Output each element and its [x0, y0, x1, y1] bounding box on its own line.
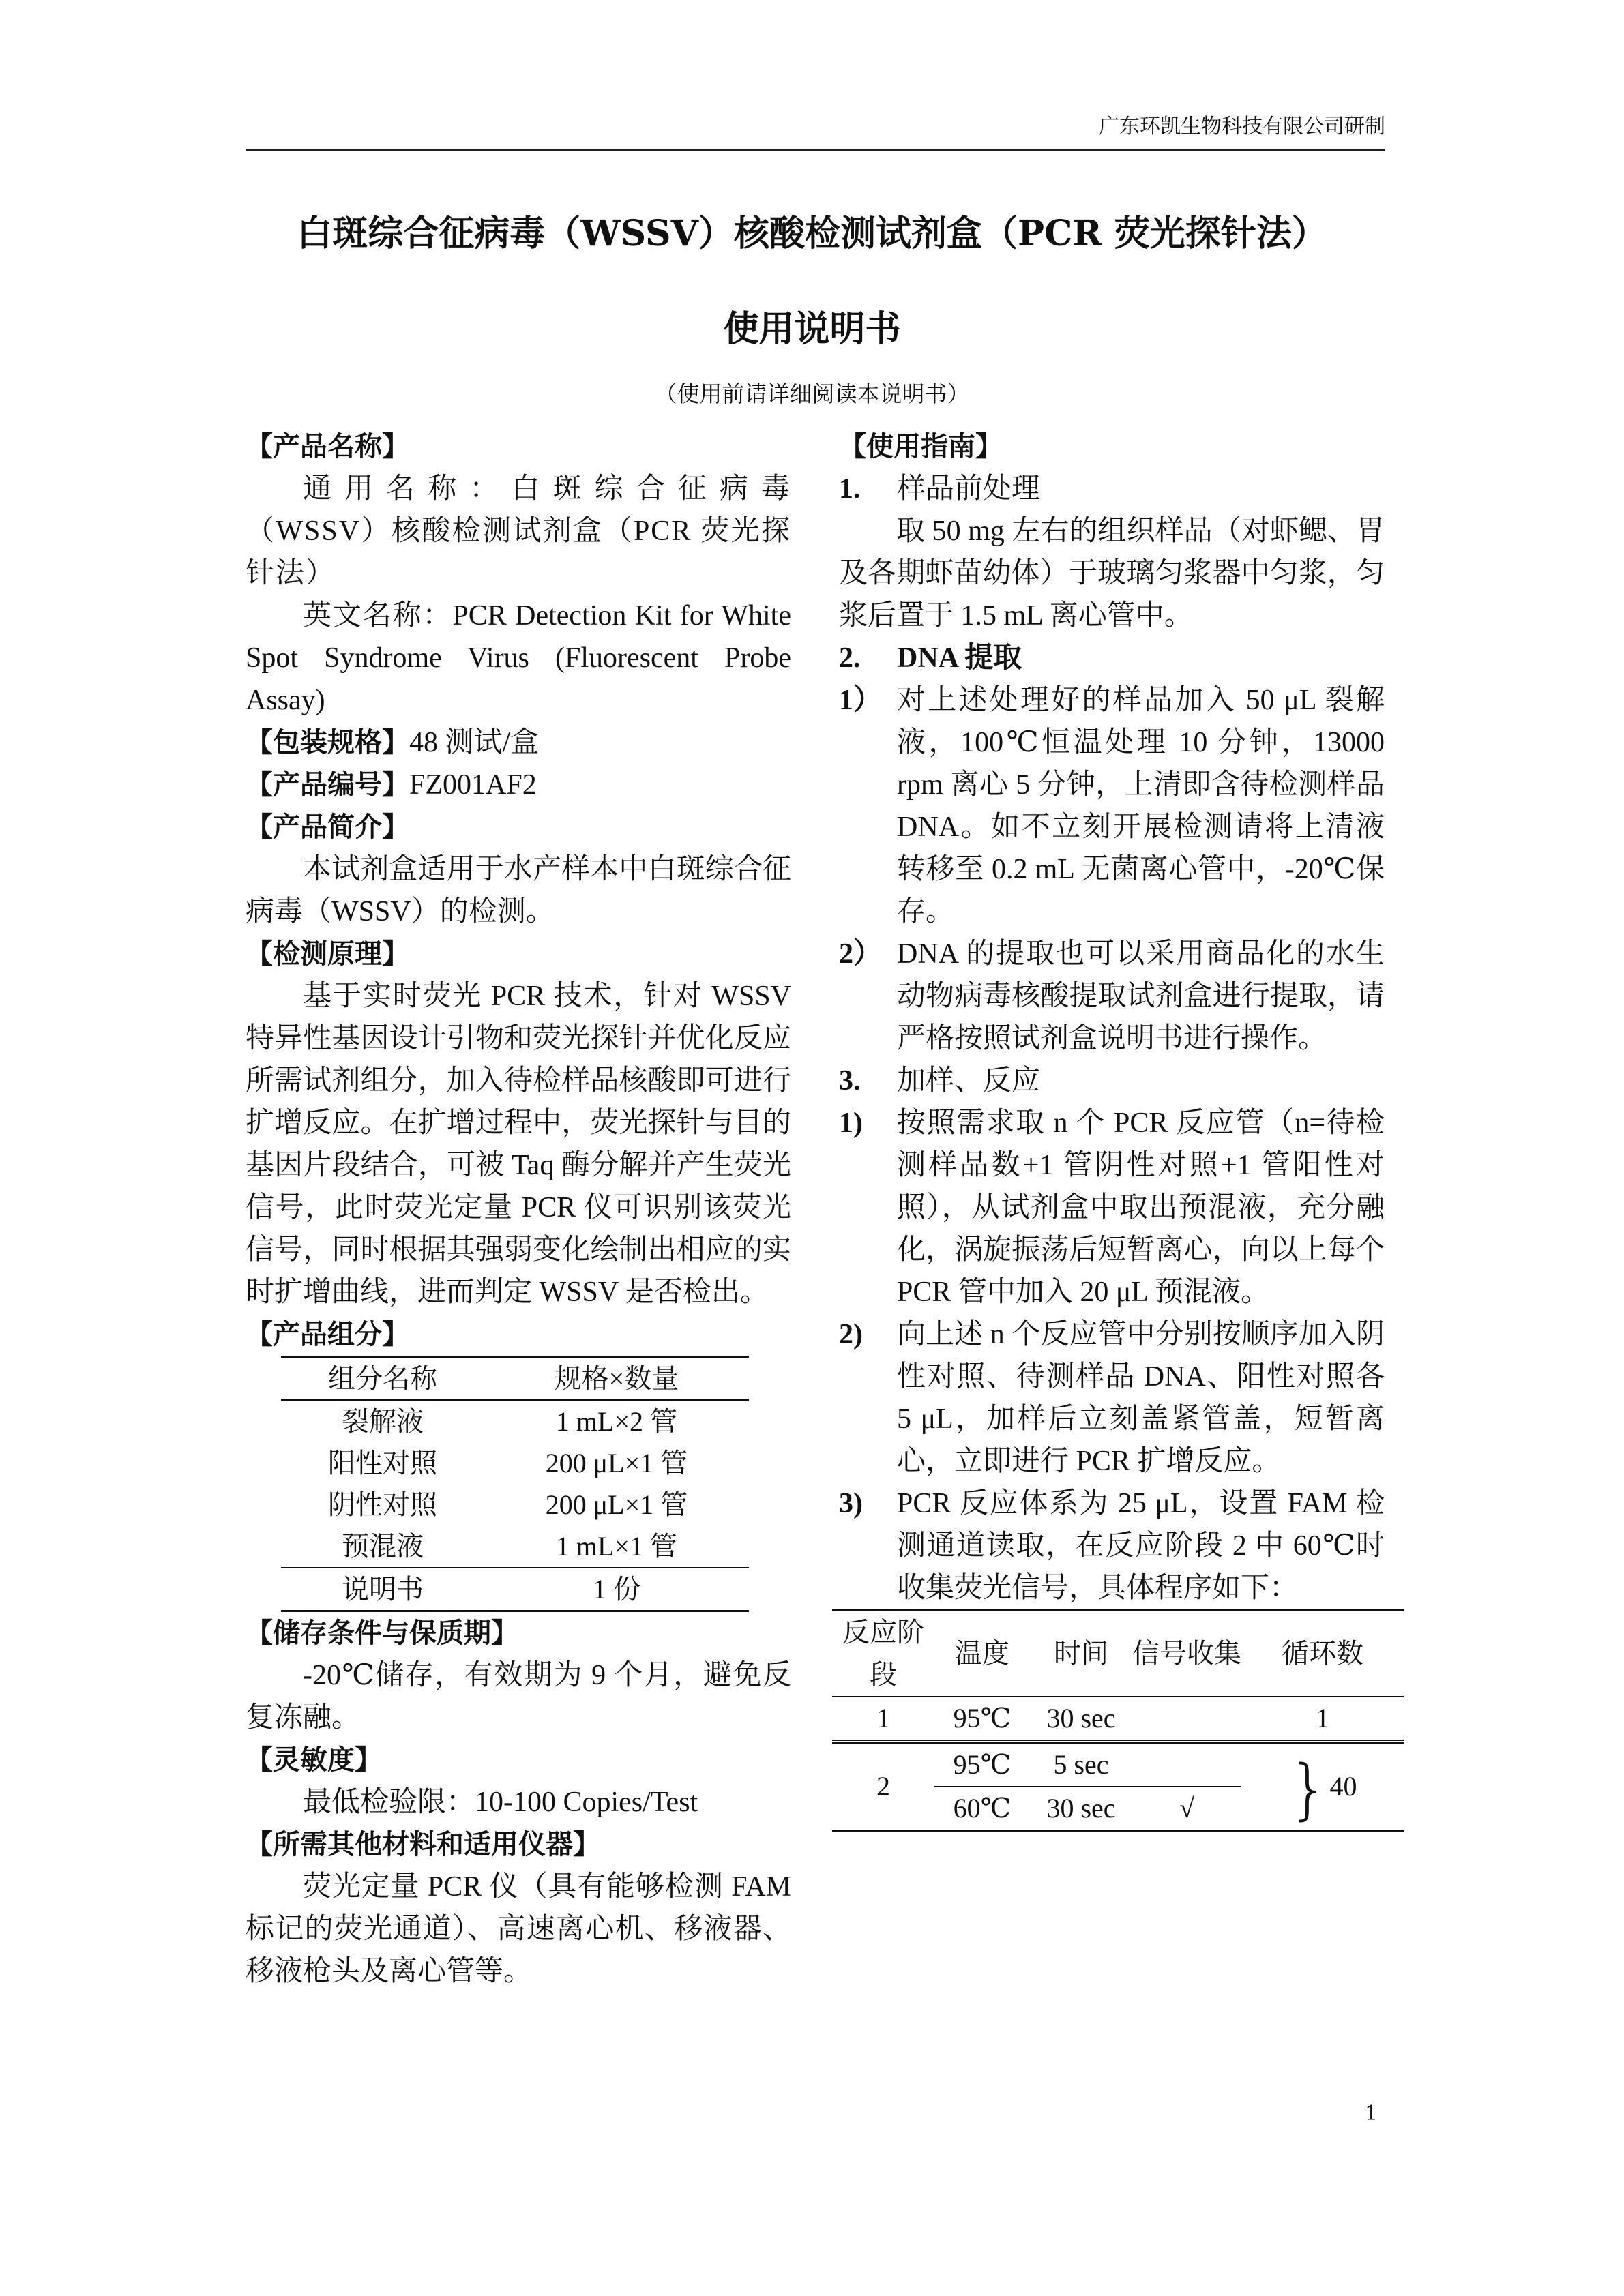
english-name: 英文名称：PCR Detection Kit for White Spot Syndrome Virus (Fluorescent Probe Assay)	[246, 600, 791, 716]
list-item	[839, 1313, 1385, 1482]
step-title: DNA 提取	[897, 642, 1022, 674]
column-header: 时间	[1054, 1638, 1108, 1669]
step-number: 2.	[839, 642, 861, 674]
item-number: 3)	[839, 1488, 863, 1519]
table-row	[281, 1442, 749, 1484]
column-header: 规格×数量	[554, 1363, 679, 1394]
table-cell: 阳性对照	[327, 1448, 437, 1478]
list-item	[839, 679, 1385, 933]
document-title: 白斑综合征病毒（WSSV）核酸检测试剂盒（PCR 荧光探针法）	[297, 213, 1327, 254]
item-number: 1）	[839, 685, 883, 716]
code-value: FZ001AF2	[409, 769, 537, 801]
list-item	[839, 933, 1385, 1060]
page-header	[246, 109, 1385, 151]
table-row	[281, 1568, 749, 1611]
item-number: 2)	[839, 1319, 863, 1350]
guide-heading: 【使用指南】	[839, 431, 1003, 462]
table-cell: 说明书	[341, 1574, 424, 1605]
package-value: 48 测试/盒	[409, 727, 540, 758]
document-subtitle: 使用说明书	[723, 308, 901, 350]
storage-heading: 【储存条件与保质期】	[246, 1617, 518, 1649]
company-name: 广东环凯生物科技有限公司研制	[1099, 115, 1385, 138]
table-cell: 1 份	[592, 1574, 640, 1605]
table-cell: 预混液	[341, 1531, 424, 1562]
cycle-count: 40	[1329, 1771, 1357, 1802]
table-row	[281, 1400, 749, 1442]
cycle-cell	[1241, 1742, 1404, 1831]
column-header: 温度	[955, 1638, 1009, 1669]
table-cell: 200 μL×1 管	[545, 1448, 688, 1478]
common-name: 通用名称：白斑综合征病毒（WSSV）核酸检测试剂盒（PCR 荧光探针法）	[246, 473, 791, 589]
item-number: 1)	[839, 1107, 863, 1139]
step-number: 1.	[839, 473, 861, 505]
step-title: 加样、反应	[897, 1065, 1041, 1097]
table-cell: 阴性对照	[327, 1489, 437, 1520]
table-cell: 5 sec	[1030, 1742, 1132, 1787]
right-column	[839, 426, 1385, 1832]
list-item	[839, 1102, 1385, 1313]
materials-heading: 【所需其他材料和适用仪器】	[246, 1829, 600, 1860]
step-title: 样品前处理	[897, 473, 1041, 505]
step-1-text: 取 50 mg 左右的组织样品（对虾鳃、胃及各期虾苗幼体）于玻璃匀浆器中匀浆，匀浆后置于 1.5 mL 离心管中。	[839, 516, 1385, 631]
table-cell: √	[1179, 1793, 1194, 1823]
table-cell	[1132, 1697, 1241, 1742]
table-cell: 60℃	[953, 1793, 1012, 1823]
table-cell: 裂解液	[341, 1406, 424, 1437]
column-header: 信号收集	[1132, 1638, 1241, 1669]
principle-text: 基于实时荧光 PCR 技术，针对 WSSV 特异性基因设计引物和荧光探针并优化反应所需试剂组分，加入待检样品核酸即可进行扩增反应。在扩增过程中，荧光探针与目的基因片段结合，可被 Taq 酶分解并产生荧光信号，此时荧光定量 PCR 仪可识别该荧光信号，同时根据其强弱变化绘制出相应的实时扩增曲线，进而判定 WSSV 是否检出。	[246, 981, 791, 1308]
list-item	[839, 1482, 1385, 1609]
left-column	[246, 426, 791, 1993]
item-text: 向上述 n 个反应管中分别按顺序加入阴性对照、待测样品 DNA、阳性对照各 5 μL，加样后立刻盖紧管盖，短暂离心，立即进行 PCR 扩增反应。	[897, 1319, 1385, 1477]
reading-note: （使用前请详细阅读本说明书）	[654, 381, 970, 407]
principle-heading: 【检测原理】	[246, 938, 409, 970]
materials-text: 荧光定量 PCR 仪（具有能够检测 FAM 标记的荧光通道）、高速离心机、移液器、移液枪头及离心管等。	[246, 1871, 791, 1987]
table-header-row	[281, 1357, 749, 1401]
table-cell	[1132, 1742, 1241, 1787]
item-text: 按照需求取 n 个 PCR 反应管（n=待检测样品数+1 管阴性对照+1 管阳性对照），从试剂盒中取出预混液，充分融化，涡旋振荡后短暂离心，向以上每个 PCR 管中加入 20 μL 预混液。	[897, 1107, 1385, 1308]
table-row	[281, 1484, 749, 1525]
column-header: 组分名称	[327, 1363, 437, 1394]
column-header: 反应阶段	[842, 1617, 924, 1690]
intro-heading: 【产品简介】	[246, 811, 409, 843]
code-heading: 【产品编号】	[246, 769, 409, 801]
table-row	[281, 1525, 749, 1568]
step-3	[839, 1060, 1385, 1102]
step-1	[839, 468, 1385, 510]
sensitivity-heading: 【灵敏度】	[246, 1744, 382, 1776]
table-cell: 30 sec	[1046, 1703, 1116, 1733]
table-cell: 200 μL×1 管	[545, 1489, 688, 1520]
product-code	[246, 764, 791, 806]
sensitivity-text: 最低检验限：10-100 Copies/Test	[303, 1787, 698, 1818]
package-spec	[246, 721, 791, 764]
table-cell: 1 mL×2 管	[555, 1406, 677, 1437]
item-number: 2）	[839, 938, 883, 970]
product-name-heading: 【产品名称】	[246, 431, 409, 462]
table-cell: 30 sec	[1046, 1793, 1116, 1823]
column-header: 循环数	[1282, 1638, 1363, 1669]
brace-icon: }	[1288, 1750, 1330, 1828]
intro-text: 本试剂盒适用于水产样本中白斑综合征病毒（WSSV）的检测。	[246, 854, 791, 927]
storage-text: -20℃储存，有效期为 9 个月，避免反复冻融。	[246, 1660, 791, 1733]
table-cell: 2	[832, 1742, 934, 1831]
table-cell: 95℃	[953, 1703, 1012, 1733]
components-table	[281, 1356, 749, 1612]
table-cell: 1 mL×1 管	[555, 1531, 677, 1562]
page-number: 1	[1364, 2102, 1378, 2126]
item-text: PCR 反应体系为 25 μL，设置 FAM 检测通道读取，在反应阶段 2 中 60℃时收集荧光信号，具体程序如下：	[897, 1488, 1385, 1604]
components-heading: 【产品组分】	[246, 1319, 409, 1350]
item-text: 对上述处理好的样品加入 50 μL 裂解液，100℃恒温处理 10 分钟，13000 rpm 离心 5 分钟，上清即含待检测样品 DNA。如不立刻开展检测请将上清液转移至 0.2 mL 无菌离心管中，-20℃保存。	[897, 685, 1385, 927]
step-2	[839, 637, 1385, 679]
step-number: 3.	[839, 1065, 861, 1097]
pcr-program-table	[832, 1609, 1404, 1832]
table-cell: 1	[1316, 1703, 1329, 1733]
table-header-row	[832, 1611, 1404, 1697]
item-text: DNA 的提取也可以采用商品化的水生动物病毒核酸提取试剂盒进行提取，请严格按照试剂盒说明书进行操作。	[897, 938, 1385, 1054]
package-heading: 【包装规格】	[246, 727, 409, 758]
table-row	[832, 1697, 1404, 1742]
table-row	[832, 1742, 1404, 1787]
table-cell: 95℃	[934, 1742, 1030, 1787]
table-cell: 1	[876, 1703, 890, 1733]
